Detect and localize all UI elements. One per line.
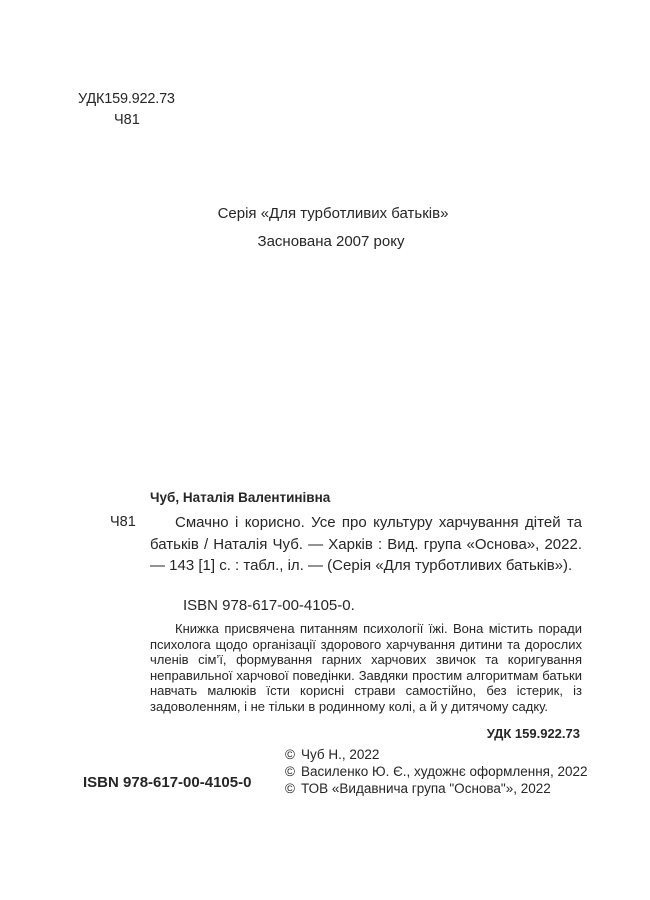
copyright-line: © Василенко Ю. Є., художнє оформлення, 2022	[285, 764, 588, 779]
catalog-udk: УДК 159.922.73	[486, 726, 580, 741]
copyright-list	[285, 746, 588, 797]
copyright-icon: ©	[285, 781, 295, 796]
copyright-icon: ©	[285, 747, 295, 762]
udk-code-header: УДК159.922.73	[78, 91, 175, 107]
annotation: Книжка присвячена питанням психології їжі. Вона містить поради психолога щодо організації здорового харчування дитини та дорослих членів сім’ї, формування гарних харчових звичок та коригування неправильної харчової поведінки. Завдяки простим алгоритмам батьки навчать малюків їсти корисні страви самостійно, без істерик, із задоволенням, і не тільки в родинному колі, а й у дитячому садку.	[150, 621, 582, 714]
isbn-footer: ISBN 978-617-00-4105-0	[83, 774, 252, 791]
copyright-line: © ТОВ «Видавнича група "Основа"», 2022	[285, 781, 551, 796]
series-founded: Заснована 2007 року	[257, 233, 405, 250]
catalog-author: Чуб, Наталія Валентинівна	[150, 490, 331, 505]
copyright-line: © Чуб Н., 2022	[285, 747, 380, 762]
catalog-isbn: ISBN 978-617-00-4105-0.	[183, 597, 355, 614]
author-code-header: Ч81	[114, 112, 140, 128]
catalog-author-code: Ч81	[110, 514, 136, 530]
series-name: Серія «Для турботливих батьків»	[217, 205, 449, 222]
copyright-icon: ©	[285, 764, 295, 779]
bibliographic-description: Смачно і корисно. Усе про культуру харчування дітей та батьків / Наталія Чуб. — Харків : Вид. група «Основа», 2022. — 143 [1] с. : табл., іл. — (Серія «Для турботливих батьків»).	[150, 514, 582, 574]
